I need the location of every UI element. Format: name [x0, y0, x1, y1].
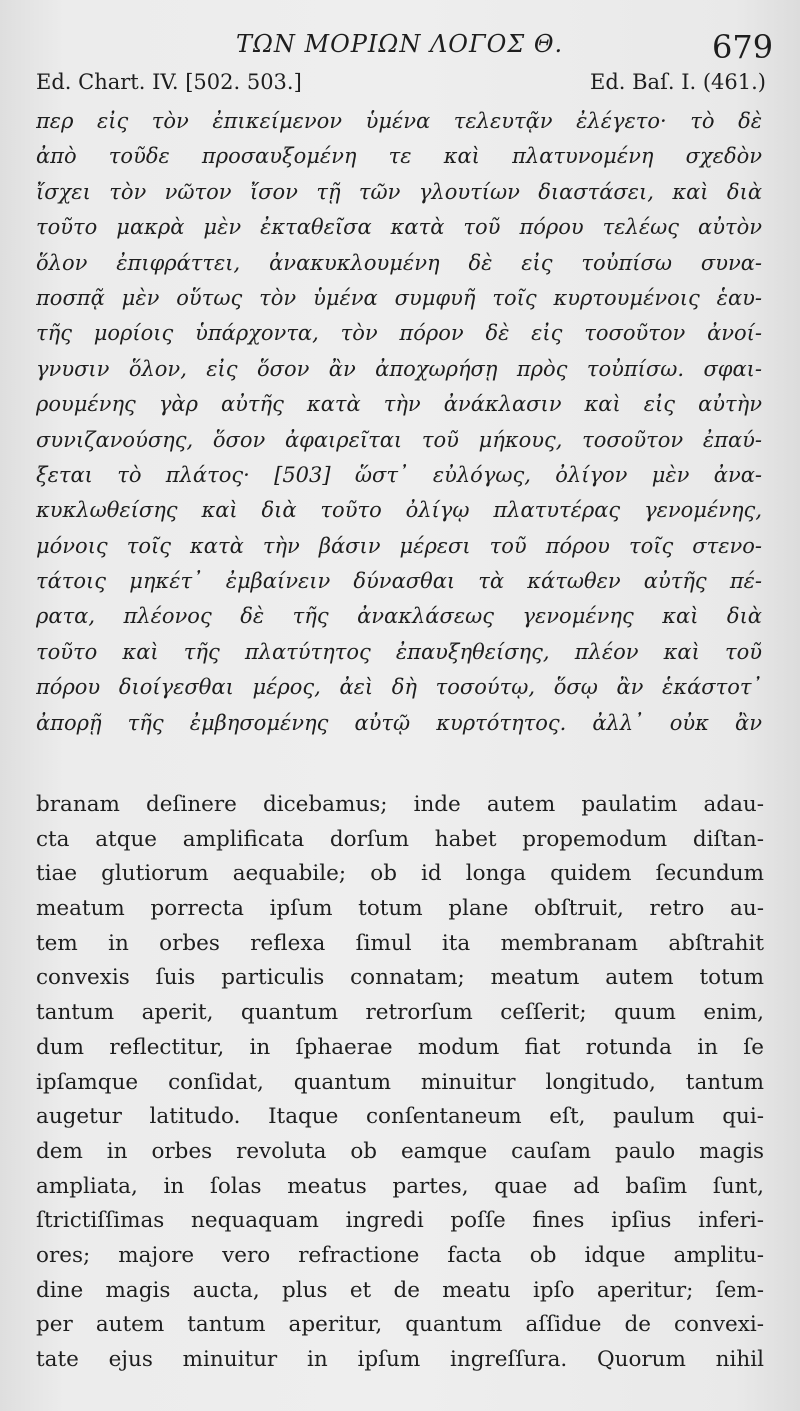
latin-text-line: ipſamque conſidat, quantum minuitur longitudo, tantum — [36, 1069, 764, 1095]
latin-text-line: dem in orbes revoluta ob eamque cauſam paulo magis — [36, 1138, 764, 1164]
greek-text-line: γνυσιν ὅλον, εἰς ὅσον ἂν ἀποχωρήσῃ πρὸς τοὐπίσω. σφαι- — [36, 356, 762, 381]
greek-text-line: ἴσχει τὸν νῶτον ἴσον τῇ τῶν γλουτίων διαστάσει, καὶ διὰ — [36, 179, 762, 204]
latin-text-line: per autem tantum aperitur, quantum aſſidue de convexi- — [36, 1312, 764, 1338]
latin-text-line: meatum porrecta ipſum totum plane obſtruit, retro au- — [36, 896, 764, 922]
latin-text-line: cta atque amplificata dorſum habet propemodum diſtan- — [36, 826, 764, 852]
edition-chartier-reference: Ed. Chart. IV. [502. 503.] — [36, 70, 302, 94]
latin-text-block — [36, 788, 764, 1378]
greek-text-line: ἀπὸ τοῦδε προσαυξομένη τε καὶ πλατυνομένη σχεδὸν — [36, 144, 762, 169]
greek-text-line: τοῦτο μακρὰ μὲν ἐκταθεῖσα κατὰ τοῦ πόρου τελέως αὐτὸν — [36, 215, 762, 240]
latin-text-line: tiae glutiorum aequabile; ob id longa quidem ſecundum — [36, 861, 764, 887]
edition-references — [36, 70, 766, 102]
latin-text-line: tem in orbes reflexa ſimul ita membranam abſtrahit — [36, 930, 764, 956]
latin-text-line: ores; majore vero refractione facta ob idque amplitu- — [36, 1242, 764, 1268]
edition-basel-reference: Ed. Baſ. I. (461.) — [590, 70, 766, 94]
latin-text-line: dine magis aucta, plus et de meatu ipſo aperitur; ſem- — [36, 1277, 764, 1303]
latin-text-line: dum reflectitur, in ſphaerae modum fiat rotunda in ſe — [36, 1034, 764, 1060]
latin-text-line: branam deſinere dicebamus; inde autem paulatim adau- — [36, 792, 764, 817]
running-head — [0, 26, 800, 66]
latin-text-line: ampliata, in ſolas meatus partes, quae ad baſim ſunt, — [36, 1173, 764, 1199]
greek-text-line: ἀπορῇ τῆς ἐμβησομένης αὐτῷ κυρτότητος. ἀλλ᾽ οὐκ ἂν — [36, 710, 762, 735]
greek-text-line: τάτοις μηκέτ᾽ ἐμβαίνειν δύνασθαι τὰ κάτωθεν αὐτῆς πέ- — [36, 569, 762, 594]
greek-text-line: συνιζανούσης, ὅσον ἀφαιρεῖται τοῦ μήκους, τοσοῦτον ἐπαύ- — [36, 427, 762, 452]
page-number: 679 — [712, 28, 774, 66]
greek-text-block — [36, 104, 762, 741]
greek-text-line: ξεται τὸ πλάτος· [503] ὥστ᾽ εὐλόγως, ὀλίγον μὲν ἀνα- — [36, 462, 762, 487]
running-title: ΤΩΝ ΜΟΡΙΩΝ ΛΟΓΟΣ Θ. — [236, 30, 564, 58]
greek-text-line: μόνοις τοῖς κατὰ τὴν βάσιν μέρεσι τοῦ πόρου τοῖς στενο- — [36, 533, 762, 558]
greek-text-line: περ εἰς τὸν ἐπικείμενον ὑμένα τελευτᾷν ἐλέγετο· τὸ δὲ — [36, 109, 762, 133]
greek-text-line: τοῦτο καὶ τῆς πλατύτητος ἐπαυξηθείσης, πλέον καὶ τοῦ — [36, 639, 762, 664]
greek-text-line: κυκλωθείσης καὶ διὰ τοῦτο ὀλίγῳ πλατυτέρας γενομένης, — [36, 498, 762, 523]
latin-text-line: augetur latitudo. Itaque conſentaneum eſt, paulum qui- — [36, 1104, 764, 1130]
greek-text-line: τῆς μορίοις ὑπάρχοντα, τὸν πόρον δὲ εἰς τοσοῦτον ἀνοί- — [36, 321, 762, 346]
greek-text-line: ρατα, πλέονος δὲ τῆς ἀνακλάσεως γενομένης καὶ διὰ — [36, 604, 762, 629]
latin-text-line: convexis ſuis particulis connatam; meatum autem totum — [36, 965, 764, 991]
greek-text-line: πόρου διοίγεσθαι μέρος, ἀεὶ δὴ τοσούτῳ, ὅσῳ ἂν ἑκάστοτ᾽ — [36, 675, 762, 700]
greek-text-line: ρουμένης γὰρ αὐτῆς κατὰ τὴν ἀνάκλασιν καὶ εἰς αὐτὴν — [36, 392, 762, 417]
greek-text-line: ὅλον ἐπιφράττει, ἀνακυκλουμένη δὲ εἰς τοὐπίσω συνα- — [36, 250, 762, 275]
latin-text-line: tantum aperit, quantum retrorſum ceſſerit; quum enim, — [36, 1000, 764, 1026]
latin-text-line: tate ejus minuitur in ipſum ingreſſura. Quorum nihil — [36, 1347, 764, 1372]
greek-text-line: ποσπᾷ μὲν οὕτως τὸν ὑμένα συμφυῆ τοῖς κυρτουμένοις ἑαυ- — [36, 285, 762, 310]
latin-text-line: ſtrictiſſimas nequaquam ingredi poſſe fines ipſius inferi- — [36, 1208, 764, 1234]
